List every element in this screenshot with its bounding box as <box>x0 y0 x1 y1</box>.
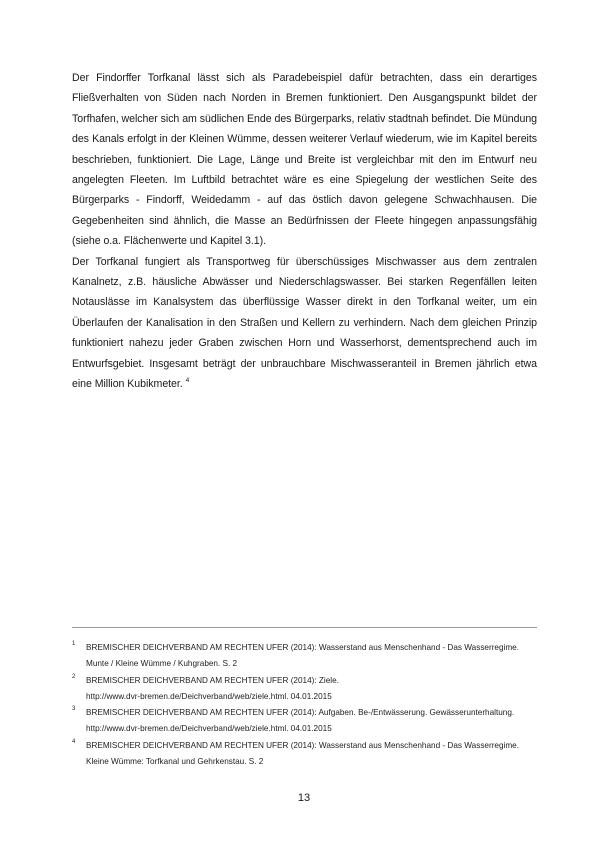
footnote-line: BREMISCHER DEICHVERBAND AM RECHTEN UFER (2014): Ziele. <box>86 675 339 685</box>
footnote-number: 1 <box>72 641 76 647</box>
footnote-number: 3 <box>72 706 76 713</box>
footnote <box>72 738 537 771</box>
paragraph-text: Der Torfkanal fungiert als Transportweg für überschüssiges Mischwasser aus dem zentralen Kanalnetz, z.B. häusliche Abwässer und Niederschlagswasser. Bei starken Regenfällen leiten Notauslässe im Kanalsystem das überflüssige Wasser direkt in den Torfkanal weiter, um ein Überlaufen der Kanalisation in den Straßen und Kellern zu verhindern. Nach dem gleichen Prinzip funktioniert nahezu jeder Graben zwischen Horn und Wasserhorst, dementsprechend auch im Entwurfsgebiet. Insgesamt beträgt der unbrauchbare Mischwasseranteil in Bremen jährlich etwa eine Million Kubikmeter. <box>72 255 537 391</box>
footnote-line: BREMISCHER DEICHVERBAND AM RECHTEN UFER (2014): Wasserstand aus Menschenhand - Das Wasserregime. <box>86 643 519 652</box>
footnote-line: Munte / Kleine Wümme / Kuhgraben. S. 2 <box>86 659 238 669</box>
paragraph <box>72 252 537 395</box>
body-text <box>72 68 537 395</box>
paragraph: Der Findorffer Torfkanal lässt sich als Paradebeispiel dafür betrachten, dass ein derartiges Fließverhalten von Süden nach Norden in Bremen funktioniert. Den Ausgangspunkt bildet der Torfhafen, welcher sich am südlichen Ende des Bürgerparks, relativ stadtnah befindet. Die Mündung des Kanals erfolgt in der Kleinen Wümme, dessen weiterer Verlauf wiederum, wie im Kapitel bereits beschrieben, funktioniert. Die Lage, Länge und Breite ist vergleichbar mit den im Entwurf neu angelegten Fleeten. Im Luftbild betrachtet wäre es eine Spiegelung der westlichen Seite des Bürgerparks - Findorff, Weidedamm - auf das östlich davon gelegene Schwachhausen. Die Gegebenheiten sind ähnlich, die Masse an Bedürfnissen der Fleete hingegen anpassungsfähig (siehe o.a. Flächenwerte und Kapitel 3.1). <box>72 72 537 248</box>
footnote-number: 2 <box>72 673 76 680</box>
page-number: 13 <box>297 792 311 804</box>
footnote-link[interactable]: http://www.dvr-bremen.de/Deichverband/web/ziele.html. 04.01.2015 <box>86 724 332 734</box>
footnote <box>72 640 537 673</box>
footnote-line: BREMISCHER DEICHVERBAND AM RECHTEN UFER (2014): Wasserstand aus Menschenhand - Das Wasserregime. <box>86 740 519 750</box>
footnote <box>72 705 537 738</box>
footnote-separator <box>72 627 537 628</box>
footnote-link[interactable]: http://www.dvr-bremen.de/Deichverband/web/ziele.html. 04.01.2015 <box>86 691 332 701</box>
footnote-line: Kleine Wümme: Torfkanal und Gehrkenstau. S. 2 <box>86 757 264 767</box>
footnote <box>72 673 537 706</box>
footnote-line: BREMISCHER DEICHVERBAND AM RECHTEN UFER (2014): Aufgaben. Be-/Entwässerung. Gewässerunterhaltung. <box>86 708 515 718</box>
footnote-number: 4 <box>72 738 76 745</box>
footnotes <box>72 640 537 770</box>
footnote-reference: 4 <box>185 377 190 385</box>
